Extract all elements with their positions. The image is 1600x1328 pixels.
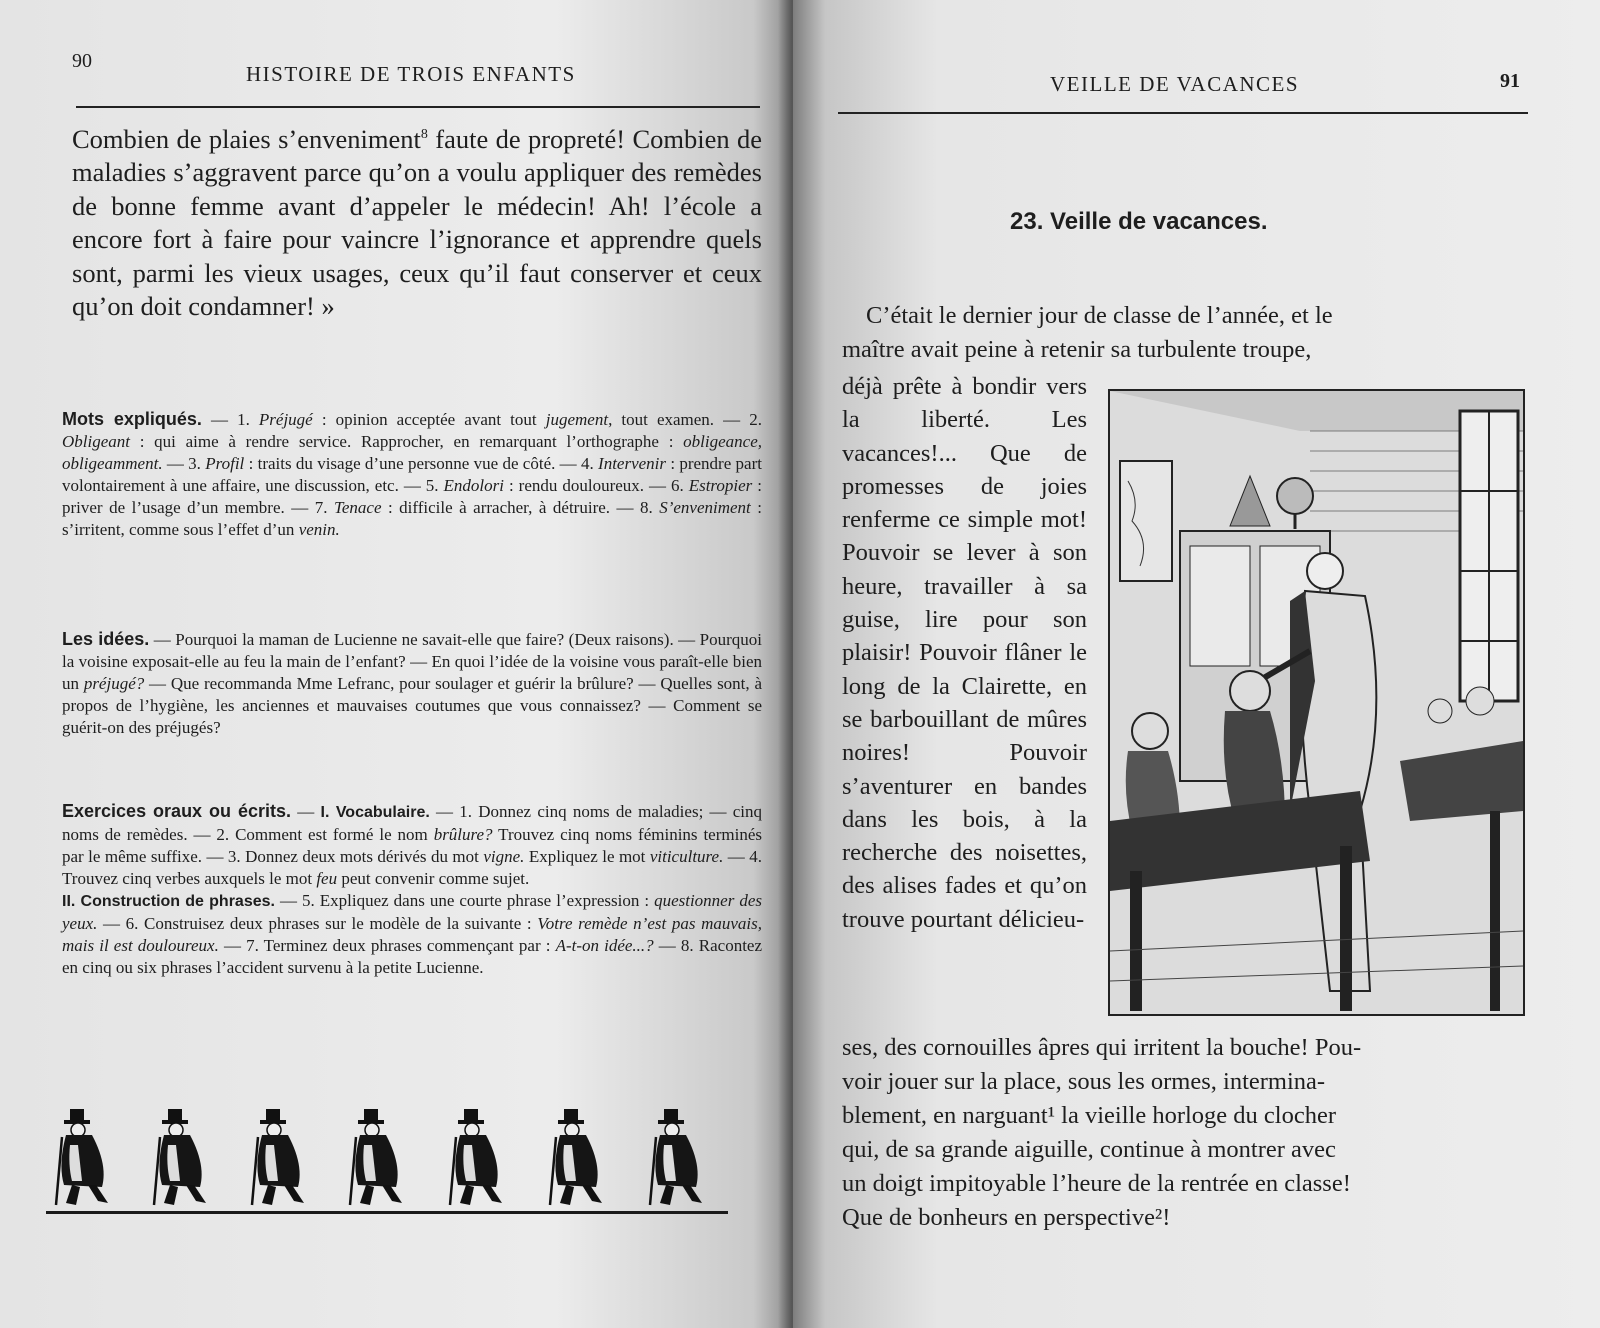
- exercices-section: Exercices oraux ou écrits. — I. Vocabulaire. — 1. Donnez cinq noms de maladies; — cinq noms de remèdes. — 2. Comment est formé le nom brûlure? Trouvez cinq noms féminins terminés par le même suffixe. — 3. Donnez deux mots dérivés du mot vigne. Expliquez le mot viticulture. — 4. Trouvez cinq verbes auxquels le mot feu peut convenir comme sujet. II. Construction de phrases. — 5. Expliquez dans une courte phrase l’expression : questionner des yeux. — 6. Construisez deux phrases sur le modèle de la suivante : Votre remède n’est pas mauvais, mais il est douloureux. — 7. Terminez deux phrases commençant par : A-t-on idée...? — 8. Racontez en cinq ou six phrases l’accident survenu à la petite Lucienne.: [62, 801, 763, 977]
- header-rule-right: [838, 112, 1528, 114]
- page-number-right: 91: [1500, 70, 1520, 92]
- text-line: ses, des cornouilles âpres qui irritent la bouche! Pou-: [842, 1034, 1362, 1061]
- decorative-frieze: [46, 1105, 726, 1211]
- les-idees-section: Les idées. — Pourquoi la maman de Lucienne ne savait-elle que faire? (Deux raisons). — Pourquoi la voisine exposait-elle au feu la main de l’enfant? — En quoi l’idée de la voisine vous paraît-elle bien un préjugé? — Que recommanda Mme Lefranc, pour soulager et guérir la brûlure? — Quelles sont, à propos de l’hygiène, les anciennes et mauvaises coutumes que vous connaissez? — Comment se guérit-on des préjugés?: [62, 629, 763, 737]
- frieze-figure-icon: [450, 1109, 502, 1205]
- frieze-ground-line: [46, 1211, 728, 1214]
- chapter-title: 23. Veille de vacances.: [1010, 208, 1268, 235]
- text-line: maître avait peine à retenir sa turbulente troupe,: [842, 336, 1312, 363]
- text-line: voir jouer sur la place, sous les ormes, intermina-: [842, 1068, 1326, 1095]
- left-page: [0, 0, 793, 1328]
- frieze-figure-icon: [650, 1109, 702, 1205]
- exercices-heading: Exercices oraux ou écrits.: [62, 801, 292, 821]
- mots-expliques-section: Mots expliqués. — 1. Préjugé : opinion acceptée avant tout jugement, tout examen. — 2. Obligeant : qui aime à rendre service. Rapprocher, en remarquant l’orthographe : obligeance, obligeamment. — 3. Profil : traits du visage d’une personne vue de côté. — 4. Intervenir : prendre part volontairement à une affaire, une discussion, etc. — 5. Endolori : rendu douloureux. — 6. Estropier : priver de l’usage d’un membre. — 7. Tenace : difficile à arracher, à détruire. — 8. S’enveniment : s’irritent, comme sous l’effet d’un venin.: [62, 409, 762, 539]
- main-text-left: Combien de plaies s’enveniment$^8$ faute de propreté! Combien de maladies s’aggravent parce qu’on a voulu appliquer des remèdes de bonne femme avant d’appeler le médecin! Ah! l’école a encore fort à faire pour vaincre l’ignorance et apprendre quels sont, parmi les vieux usages, ceux qu’il faut conserver et ceux qu’on doit condamner! »: [72, 123, 762, 322]
- classroom-illustration: [1108, 389, 1525, 1016]
- text-line: qui, de sa grande aiguille, continue à montrer avec: [842, 1136, 1336, 1163]
- frieze-figure-icon: [154, 1109, 206, 1205]
- narrow-text-column: déjà prête à bondir vers la liberté. Les vacances!... Que de promesses de joies renferme ce simple mot! Pouvoir se lever à son heure, travailler à sa guise, lire pour son plaisir! Pouvoir flâner le long de la Clairette, en se barbouillant de mûres noires! Pouvoir s’aventurer en bandes dans les bois, à la recherche des noisettes, des alises fades et qu’on trouve pourtant délicieu-: [842, 373, 1087, 933]
- les-idees-heading: Les idées.: [62, 629, 150, 649]
- mots-expliques-heading: Mots expliqués.: [62, 409, 202, 429]
- text-line: un doigt impitoyable l’heure de la rentrée en classe!: [842, 1170, 1351, 1197]
- text-line: C’était le dernier jour de classe de l’année, et le: [866, 302, 1333, 329]
- frieze-figure-icon: [550, 1109, 602, 1205]
- text-line: Que de bonheurs en perspective²!: [842, 1204, 1171, 1231]
- header-rule-left: [76, 106, 760, 108]
- running-head-left: HISTOIRE DE TROIS ENFANTS: [246, 62, 576, 86]
- frieze-figure-icon: [56, 1109, 108, 1205]
- frieze-figure-icon: [350, 1109, 402, 1205]
- running-head-right: VEILLE DE VACANCES: [1050, 72, 1300, 96]
- text-line: blement, en narguant¹ la vieille horloge du clocher: [842, 1102, 1336, 1129]
- frieze-figure-icon: [252, 1109, 304, 1205]
- page-number-left: 90: [72, 50, 92, 72]
- footnote-ref-8: 8: [420, 127, 428, 142]
